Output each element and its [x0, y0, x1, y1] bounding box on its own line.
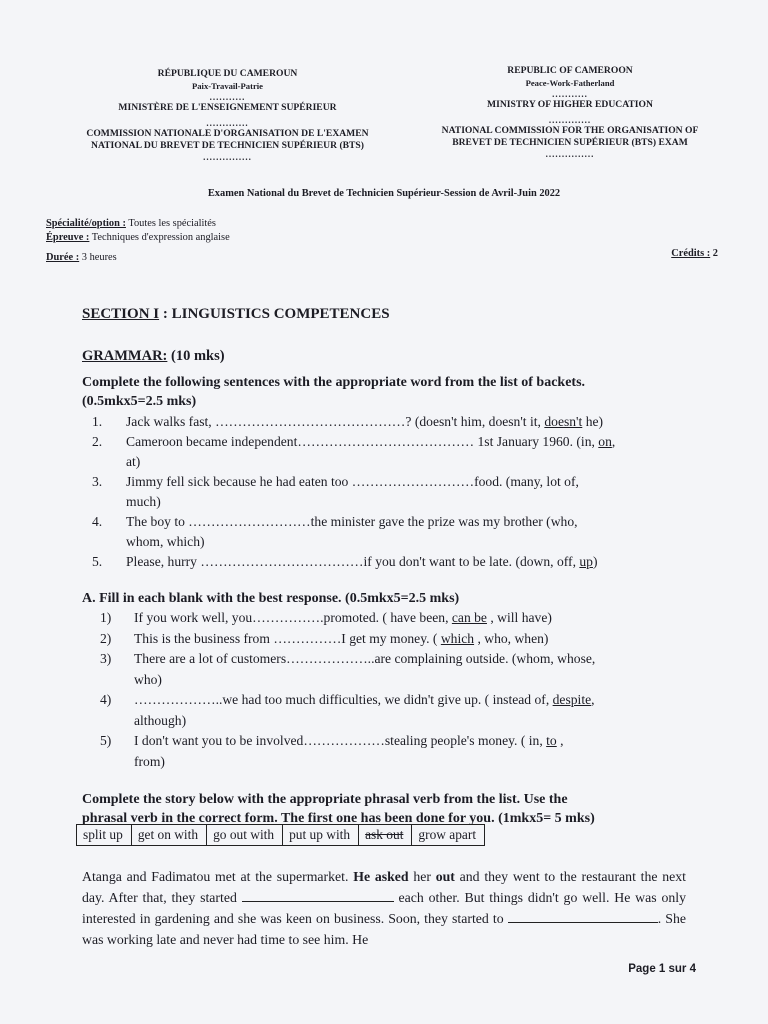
answer-underlined: doesn't: [544, 414, 583, 429]
grammar-label: GRAMMAR:: [82, 348, 168, 364]
phrasal-verb-cell: split up: [77, 825, 132, 846]
question-text: Cameroon became independent………………………………… 1st January 1960. (in,: [126, 434, 599, 449]
answer-underlined: up: [579, 554, 593, 569]
question-number: 2.: [92, 434, 103, 449]
question-continuation: whom, which): [126, 534, 205, 549]
question-text: ,: [556, 733, 564, 748]
question-item: [92, 472, 682, 512]
header-left: [60, 68, 395, 162]
question-text: Please, hurry ………………………………if you don't want to be late. (down, off,: [126, 554, 580, 569]
question-text: If you work well, you…………….promoted. ( have been,: [134, 610, 452, 625]
question-number: 1): [100, 610, 112, 625]
question-text: ………………..we had too much difficulties, we didn't give up. ( instead of,: [134, 692, 553, 707]
question-number: 1.: [92, 414, 103, 429]
header-left-line3: MINISTÈRE DE L'ENSEIGNEMENT SUPÉRIEUR: [118, 102, 337, 113]
question-item: [100, 690, 680, 731]
header-right-dots1: ...........: [552, 89, 588, 99]
credits-label: Crédits :: [671, 248, 711, 259]
question-text: I don't want you to be involved………………stealing people's money. ( in,: [134, 733, 547, 748]
header-right-line4: NATIONAL COMMISSION FOR THE ORGANISATION OF: [441, 125, 699, 136]
meta-epreuve: [46, 232, 230, 243]
question-text: This is the business from ……………I get my money. (: [134, 630, 441, 646]
question-continuation: who): [134, 671, 162, 687]
header-left-dots2: .............: [206, 118, 249, 128]
answer-underlined: to: [546, 733, 557, 748]
question-continuation: at): [126, 454, 141, 469]
story-text: [82, 866, 686, 950]
answer-underlined: can be: [451, 610, 487, 625]
instruction-1-line2: (0.5mkx5=2.5 mks): [82, 394, 197, 409]
story-example-particle: out: [435, 869, 455, 884]
instruction-3: [82, 790, 702, 828]
page-footer: Page 1 sur 4: [628, 963, 696, 975]
question-list-2: [100, 608, 680, 772]
duree-value: 3 heures: [79, 252, 117, 263]
grammar-heading: [82, 348, 225, 365]
section-title-rest: : LINGUISTICS COMPETENCES: [159, 306, 390, 322]
question-text: ): [592, 554, 598, 569]
header-left-dots1: ...........: [209, 92, 246, 102]
question-item: [100, 629, 680, 650]
question-list-1: [92, 412, 682, 572]
header-right-line5: BREVET DE TECHNICIEN SUPÉRIEUR (BTS) EXAM: [452, 137, 688, 148]
meta-speciality: [46, 218, 216, 229]
story-part: and they went to the restaurant the next day. After that, they started: [82, 869, 687, 905]
question-item: [100, 731, 680, 772]
question-number: 5): [100, 733, 112, 748]
meta-credits: [671, 248, 718, 259]
phrasal-verb-cell: ask out: [359, 825, 412, 846]
grammar-marks: (10 mks): [167, 348, 225, 364]
story-part: each other. But things didn't go well. He was only interested in gardening and she was keen on business. Soon, they started to: [82, 890, 686, 926]
epreuve-value: Techniques d'expression anglaise: [89, 232, 230, 243]
question-text: he): [582, 414, 604, 429]
question-number: 2): [100, 630, 112, 646]
header-right-dots3: ...............: [545, 149, 595, 159]
phrasal-verb-cell: put up with: [283, 825, 359, 846]
question-continuation: from): [134, 753, 165, 769]
header-left-line5: NATIONAL DU BREVET DE TECHNICIEN SUPÉRIEUR (BTS): [91, 140, 364, 151]
question-continuation: much): [126, 494, 161, 509]
phrasal-verb-cell: go out with: [207, 825, 283, 846]
instruction-3-line2: phrasal verb in the correct form. The first one has been done for you. (1mkx5= 5 mks): [82, 811, 595, 826]
credits-value: 2: [710, 248, 718, 259]
story-example-verb: He asked: [353, 869, 409, 884]
answer-underlined: on: [598, 434, 612, 449]
question-number: 3): [100, 651, 112, 666]
header-left-dots3: ...............: [203, 152, 252, 162]
question-text: ,: [591, 692, 595, 707]
story-part: Atanga and Fadimatou met at the supermarket.: [82, 869, 354, 884]
question-text: Jimmy fell sick because he had eaten too ………………………food. (many, lot of,: [126, 474, 579, 489]
question-text: Jack walks fast, ……………………………………? (doesn't him, doesn't it,: [126, 414, 545, 429]
question-number: 4.: [92, 514, 103, 529]
question-text: ,: [611, 434, 616, 449]
question-item: [92, 552, 682, 572]
question-number: 4): [100, 692, 112, 707]
speciality-label: Spécialité/option :: [46, 218, 126, 229]
speciality-value: Toutes les spécialités: [125, 218, 216, 229]
duree-label: Durée :: [46, 252, 80, 263]
answer-underlined: which: [440, 630, 475, 646]
section-title-main: SECTION I: [82, 306, 160, 322]
phrasal-verb-cell: get on with: [131, 825, 206, 846]
phrasal-verb-table: [76, 824, 485, 846]
question-item: [100, 608, 680, 629]
header-left-line4: COMMISSION NATIONALE D'ORGANISATION DE L'EXAMEN: [86, 128, 369, 139]
question-item: [92, 512, 682, 552]
question-number: 3.: [92, 474, 103, 489]
question-text: , will have): [486, 610, 552, 625]
header-left-line1: RÉPUBLIQUE DU CAMEROUN: [157, 68, 298, 79]
question-continuation: although): [134, 712, 187, 728]
section-title: [82, 306, 390, 323]
instruction-1-line1: Complete the following sentences with the appropriate word from the list of backets.: [82, 375, 586, 390]
exam-title: Examen National du Brevet de Technicien Supérieur-Session de Avril-Juin 2022: [207, 188, 561, 199]
story-part: . She was working late and never had time to see him. He: [82, 911, 686, 947]
question-item: [100, 649, 680, 690]
header-right: [415, 65, 725, 159]
answer-blank-1[interactable]: [242, 887, 394, 902]
question-text: The boy to ………………………the minister gave the prize was my brother (who,: [126, 514, 578, 529]
question-text: , who, when): [474, 630, 549, 646]
instruction-1: [82, 373, 682, 411]
answer-underlined: despite: [552, 692, 592, 707]
header-left-line2: Paix-Travail-Patrie: [192, 81, 263, 91]
part-a-heading: A. Fill in each blank with the best response. (0.5mkx5=2.5 mks): [82, 591, 460, 606]
phrasal-verb-row: [77, 825, 485, 846]
question-number: 5.: [92, 554, 103, 569]
header-right-dots2: .............: [548, 115, 592, 125]
header-right-line2: Peace-Work-Fatherland: [525, 78, 615, 88]
instruction-3-line1: Complete the story below with the appropriate phrasal verb from the list. Use the: [82, 792, 568, 807]
question-text: There are a lot of customers………………..are complaining outside. (whom, whose,: [134, 651, 596, 666]
question-item: [92, 432, 682, 472]
phrasal-verb-cell: grow apart: [412, 825, 485, 846]
answer-blank-2[interactable]: [508, 908, 658, 923]
header-right-line3: MINISTRY OF HIGHER EDUCATION: [487, 99, 653, 110]
story-part: her: [408, 869, 436, 884]
question-item: [92, 412, 682, 432]
epreuve-label: Épreuve :: [46, 232, 90, 243]
meta-duree: [46, 252, 117, 263]
header-right-line1: REPUBLIC OF CAMEROON: [507, 65, 633, 76]
